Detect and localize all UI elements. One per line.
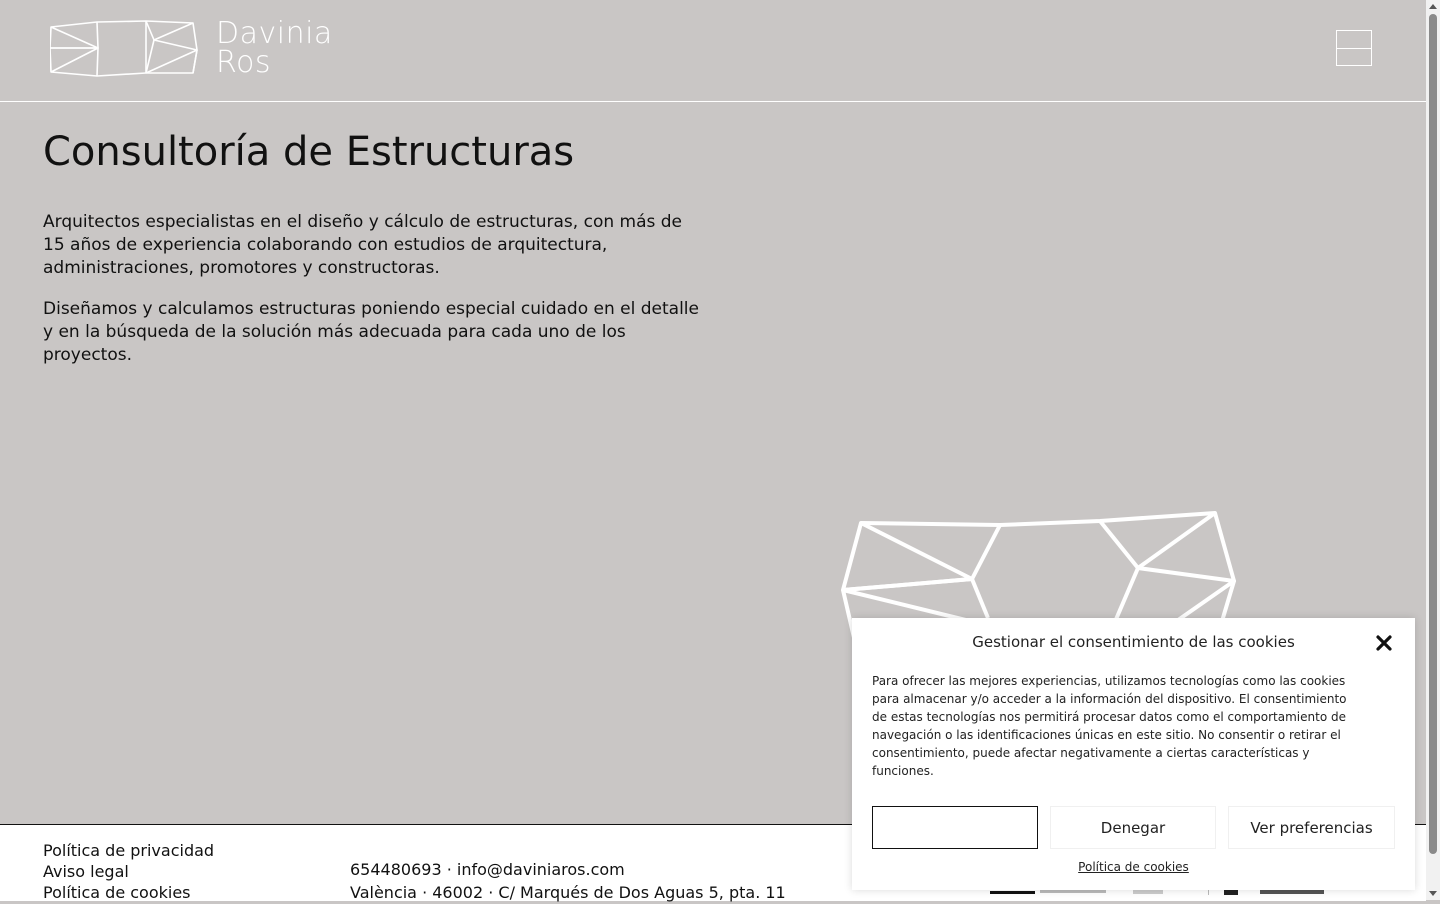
cookie-dialog-title: Gestionar el consentimiento de las cookies: [972, 633, 1295, 651]
scrollbar-thumb[interactable]: [1429, 14, 1437, 854]
cookie-policy-link[interactable]: Política de cookies: [43, 883, 191, 902]
logo-mark-icon: [50, 20, 200, 78]
privacy-policy-link[interactable]: Política de privacidad: [43, 841, 215, 860]
page-title: Consultoría de Estructuras: [43, 129, 575, 175]
site-logo[interactable]: [50, 20, 200, 82]
contact-phone-email: 654480693 · info@daviniaros.com: [350, 860, 625, 879]
legal-notice-link[interactable]: Aviso legal: [43, 862, 129, 881]
view-preferences-button[interactable]: Ver preferencias: [1228, 806, 1395, 849]
main-content: [43, 128, 703, 385]
logo-line-1: Davinia: [216, 16, 333, 51]
intro-paragraph-1: Arquitectos especialistas en el diseño y cálculo de estructuras, con más de 15 años de experiencia colaborando con estudios de arquitectura, administraciones, promotores y constructoras.: [43, 212, 683, 278]
cookie-dialog-policy-link[interactable]: Política de cookies: [1078, 860, 1189, 874]
cookie-dialog-text: Para ofrecer las mejores experiencias, utilizamos tecnologías como las cookies para almacenar y/o acceder a la información del dispositivo. El consentimiento de estas tecnologías nos permitirá procesar datos como el comportamiento de navegación o las identificaciones únicas en este sitio. No consentir o retirar el consentimiento, puede afectar negativamente a ciertas características y funciones.: [872, 674, 1347, 778]
page-scrollbar[interactable]: [1426, 0, 1440, 900]
accept-cookies-button[interactable]: [872, 806, 1038, 849]
scroll-up-arrow-icon[interactable]: [1429, 4, 1437, 9]
footer-links: [43, 840, 214, 903]
intro-paragraph-2: Diseñamos y calculamos estructuras poniendo especial cuidado en el detalle y en la búsqueda de la solución más adecuada para cada uno de los proyectos.: [43, 299, 699, 365]
menu-button[interactable]: [1336, 30, 1372, 66]
logo-line-2: Ros: [216, 45, 271, 80]
site-header: [0, 0, 1426, 102]
close-icon[interactable]: [1374, 633, 1394, 653]
footer-contact: [350, 858, 786, 904]
contact-address: València · 46002 · C/ Marqués de Dos Aguas 5, pta. 11: [350, 883, 786, 902]
hamburger-icon: [1337, 48, 1371, 49]
scroll-down-arrow-icon[interactable]: [1429, 891, 1437, 896]
cookie-consent-dialog: [852, 618, 1415, 890]
deny-cookies-button[interactable]: Denegar: [1050, 806, 1216, 849]
logo-wordmark: [216, 16, 333, 80]
